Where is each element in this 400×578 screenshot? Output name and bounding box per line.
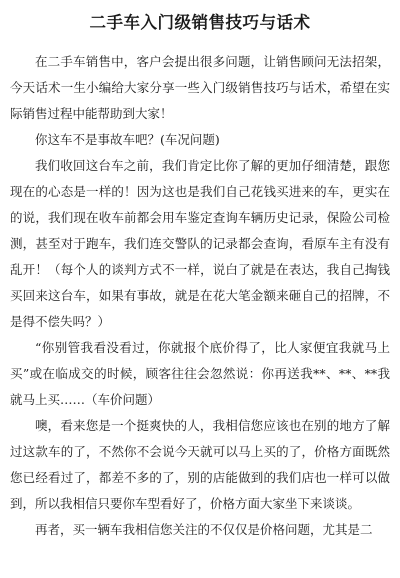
question-heading: 你这车不是事故车吧？(车况问题): [35, 132, 220, 147]
document-body: [10, 49, 390, 543]
body-paragraph: 在二手车销售中，客户会提出很多问题，让销售顾问无法招架，今天话术一生小编给大家分享一些入门级销售技巧与话术，希望在实际销售过程中能帮助到大家！: [10, 54, 390, 121]
body-paragraph: 我们收回这台车之前，我们肯定比你了解的更加仔细清楚，跟您现在的心态是一样的！因为这也是我们自己花钱买进来的车，更实在的说，我们现在收车前都会用车鉴定查询车辆历史记录，保险公司检测，甚至对于跑车，我们连交警队的记录都会查询，看原车主有没有乱开！（每个人的谈判方式不一样，说白了就是在表达，我自己掏钱买回来这台车，如果有事故，就是在花大笔金额来砸自己的招牌，不是得不偿失吗？）: [10, 158, 390, 329]
document-title: 二手车入门级销售技巧与话术: [89, 13, 311, 32]
body-paragraph: 噢，看来您是一个挺爽快的人，我相信您应该也在别的地方了解过这款车的了，不然你不会说今天就可以马上买的了，价格方面既然您已经看过了，都差不多的了，别的店能做到的我们店也一样可以做到，所以我相信只要你车型看好了，价格方面大家坐下来谈谈。: [10, 418, 390, 511]
body-paragraph: 再者，买一辆车我相信您关注的不仅仅是价格问题，尤其是二: [35, 522, 373, 537]
body-paragraph: “你别管我看没看过，你就报个底价得了，比人家便宜我就马上买”或在临成交的时候，顾客往往会忽然说：你再送我**、**、**我就马上买……（车价问题）: [10, 340, 390, 407]
